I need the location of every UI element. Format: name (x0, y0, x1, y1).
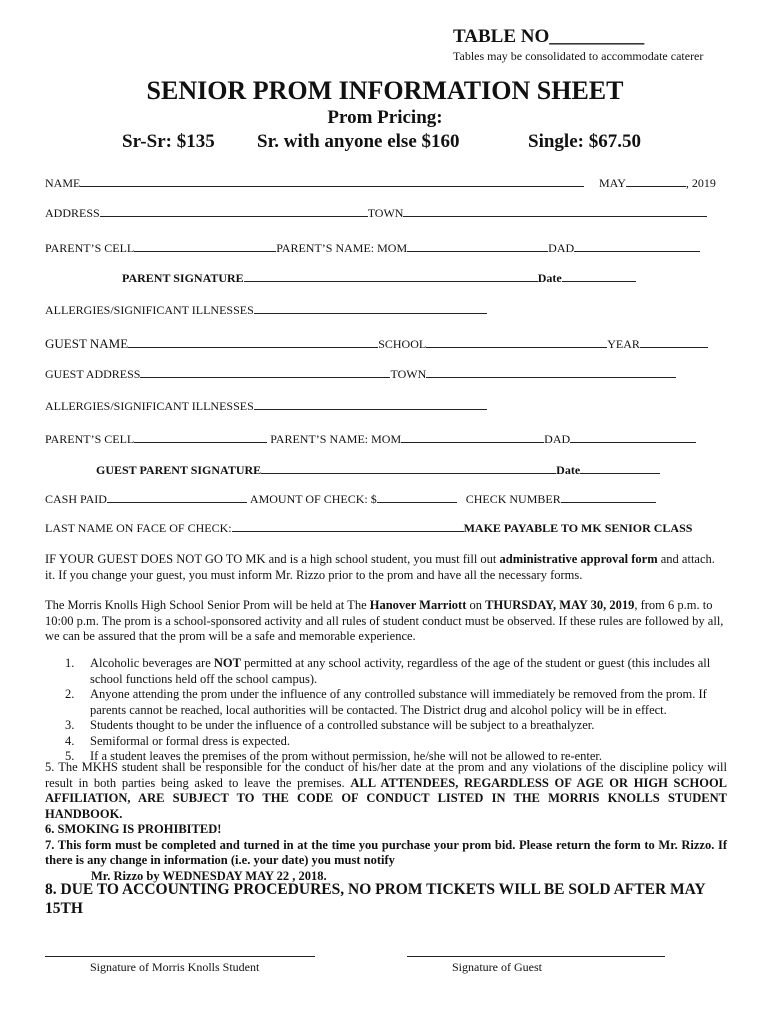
rule-smoking: 6. SMOKING IS PROHIBITED! (45, 822, 222, 836)
may-label: MAY (599, 176, 626, 190)
guest-parents-cell-field[interactable] (134, 430, 267, 443)
table-number-label: TABLE NO__________ (453, 26, 645, 47)
prom-date: THURSDAY, MAY 30, 2019 (485, 598, 635, 612)
rule-notify-deadline: Mr. Rizzo by WEDNESDAY MAY 22 , 2018. (91, 868, 327, 883)
name-row (45, 174, 584, 191)
guest-town-label: TOWN (390, 367, 427, 381)
last-name-check-field[interactable] (232, 519, 464, 532)
guest-parent-signature-row (96, 461, 660, 478)
student-signature-label: Signature of Morris Knolls Student (90, 960, 260, 974)
parent-row (45, 239, 700, 256)
year-label: , 2019 (685, 176, 716, 190)
name-field[interactable] (80, 174, 584, 187)
price-sr-other: Sr. with anyone else $160 (257, 131, 460, 152)
dad-name-field[interactable] (574, 239, 700, 252)
guest-mom-name-field[interactable] (401, 430, 544, 443)
guest-name-field[interactable] (128, 335, 378, 348)
amount-of-check-field[interactable] (377, 490, 457, 503)
town-field[interactable] (403, 204, 707, 217)
allergies-label: ALLERGIES/SIGNIFICANT ILLNESSES (45, 303, 254, 317)
rule-1-number: 1. (65, 656, 75, 670)
intro-text-2: on (466, 598, 486, 612)
parent-signature-field[interactable] (244, 269, 538, 282)
rule-3-text: Students thought to be under the influence of a controlled substance will be subject to a breathalyzer. (90, 718, 595, 732)
town-label: TOWN (367, 206, 404, 220)
intro-text-1: The Morris Knolls High School Senior Prom will be held at The (45, 598, 370, 612)
guest-note-text-1: IF YOUR GUEST DOES NOT GO TO MK and is a high school student, you must fill out (45, 552, 500, 566)
guest-parent-signature-field[interactable] (261, 461, 556, 474)
rule-1-not: NOT (213, 656, 241, 670)
check-name-row (45, 519, 692, 536)
guest-name-label: GUEST NAME (45, 336, 129, 351)
rule-conduct-text: 5. The MKHS student shall be responsible for the conduct of his/her date at the prom and any violations of the discipline policy will result in both parties being asked to leave the premises. (45, 760, 727, 790)
guest-address-field[interactable] (140, 365, 390, 378)
guest-address-row (45, 365, 676, 382)
rule-5-text: If a student leaves the premises of the prom without permission, he/she will not be allowed to re-enter. (90, 749, 603, 763)
guest-allergies-row (45, 397, 487, 414)
dad-label: DAD (548, 241, 575, 255)
parents-cell-label: PARENT’S CELL (45, 241, 135, 255)
guest-allergies-field[interactable] (254, 397, 487, 410)
guest-parent-signature-label: GUEST PARENT SIGNATURE (96, 463, 262, 477)
may-day-field[interactable] (626, 174, 686, 187)
parent-signature-row (122, 269, 636, 286)
rule-5-number: 5. (65, 749, 75, 763)
rule-1-text-b: permitted at any school activity, regardless of the age of the student or guest (this includes all school functions held off the school campus). (90, 656, 711, 686)
guest-dad-label: DAD (544, 432, 571, 446)
rule-2-number: 2. (65, 687, 75, 701)
consolidate-note: Tables may be consolidated to accommodate caterer (453, 49, 704, 63)
parents-name-mom-label: PARENT’S NAME: MOM (276, 241, 408, 255)
price-sr-sr: Sr-Sr: $135 (122, 131, 215, 152)
address-row (45, 204, 707, 221)
make-payable-note: MAKE PAYABLE TO MK SENIOR CLASS (463, 521, 693, 535)
check-number-label: CHECK NUMBER (465, 492, 561, 506)
guest-note (45, 552, 727, 583)
rule-form-return: 7. This form must be completed and turned in at the time you purchase your prom bid. Please return the form to Mr. Rizzo. If there is any change in information (i.e. your date) you must notify (45, 837, 727, 867)
guest-name-row (45, 335, 708, 352)
ticket-deadline-notice: 8. DUE TO ACCOUNTING PROCEDURES, NO PROM TICKETS WILL BE SOLD AFTER MAY 15TH (45, 881, 706, 917)
rule-conduct-bold: ALL ATTENDEES, REGARDLESS OF AGE OR HIGH SCHOOL AFFILIATION, ARE SUBJECT TO THE CODE OF CONDUCT LISTED IN THE MORRIS KNOLLS STUDENT HANDBOOK. (45, 775, 727, 821)
parent-signature-date-field[interactable] (562, 269, 636, 282)
parent-signature-label: PARENT SIGNATURE (122, 271, 244, 285)
rule-3 (65, 718, 727, 734)
guest-allergies-label: ALLERGIES/SIGNIFICANT ILLNESSES (45, 399, 254, 413)
address-label: ADDRESS (45, 206, 100, 220)
guest-parents-name-mom-label: PARENT’S NAME: MOM (270, 432, 402, 446)
guest-address-label: GUEST ADDRESS (45, 367, 141, 381)
rule-4-number: 4. (65, 733, 75, 748)
student-signature-line[interactable] (45, 956, 315, 957)
price-single: Single: $67.50 (528, 131, 641, 152)
may-row (599, 174, 716, 191)
last-name-check-label: LAST NAME ON FACE OF CHECK: (45, 521, 232, 535)
allergies-row (45, 301, 487, 318)
cash-paid-field[interactable] (107, 490, 247, 503)
parent-signature-date-label: Date (537, 271, 562, 285)
allergies-field[interactable] (254, 301, 487, 314)
rules-list (65, 656, 727, 765)
rule-2-text: Anyone attending the prom under the influence of any controlled substance will immediately be removed from the prom. If parents cannot be reached, local authorities will be contacted. The District drug and alcohol policy will be in effect. (90, 687, 707, 717)
year-field-label: YEAR (607, 337, 640, 351)
cash-paid-label: CASH PAID (45, 492, 107, 506)
amount-of-check-label: AMOUNT OF CHECK: $ (249, 492, 377, 506)
guest-dad-name-field[interactable] (570, 430, 696, 443)
school-label: SCHOOL (378, 337, 427, 351)
rule-4-text: Semiformal or formal dress is expected. (90, 733, 290, 748)
guest-town-field[interactable] (426, 365, 676, 378)
rule-2 (65, 687, 727, 718)
rule-1-text (90, 656, 727, 687)
guest-signature-line[interactable] (407, 956, 665, 957)
guest-parent-signature-date-label: Date (556, 463, 581, 477)
page-title: SENIOR PROM INFORMATION SHEET (146, 76, 624, 105)
rule-4 (65, 734, 727, 750)
rule-3-number: 3. (65, 718, 75, 732)
rule-1-text-a: Alcoholic beverages are (90, 656, 214, 670)
guest-parents-cell-label: PARENT’S CELL (45, 432, 135, 446)
parents-cell-field[interactable] (134, 239, 276, 252)
check-number-field[interactable] (561, 490, 656, 503)
payment-row (45, 490, 656, 507)
address-field[interactable] (100, 204, 368, 217)
mom-name-field[interactable] (407, 239, 548, 252)
venue-name: Hanover Marriott (369, 598, 467, 612)
rules-continued (45, 760, 727, 884)
guest-note-text-2: and attach. it. If you change your guest, you must inform Mr. Rizzo prior to the prom and have all the necessary forms. (45, 552, 715, 582)
guest-signature-label: Signature of Guest (452, 960, 542, 974)
rule-1 (65, 656, 727, 687)
guest-parent-signature-date-field[interactable] (580, 461, 660, 474)
administrative-approval-form-text: administrative approval form (499, 552, 658, 566)
name-label: NAME (45, 176, 81, 190)
guest-parent-row (45, 430, 696, 447)
pricing-heading: Prom Pricing: (327, 107, 443, 128)
rule-conduct (45, 760, 727, 822)
intro-text-3: , from 6 p.m. to 10:00 p.m. The prom is a school-sponsored activity and all rules of student conduct must be observed. If these rules are followed by all, we can be assured that the prom will be a safe and memorable experience. (45, 598, 724, 643)
school-field[interactable] (426, 335, 607, 348)
guest-year-field[interactable] (640, 335, 708, 348)
prom-intro (45, 598, 727, 645)
